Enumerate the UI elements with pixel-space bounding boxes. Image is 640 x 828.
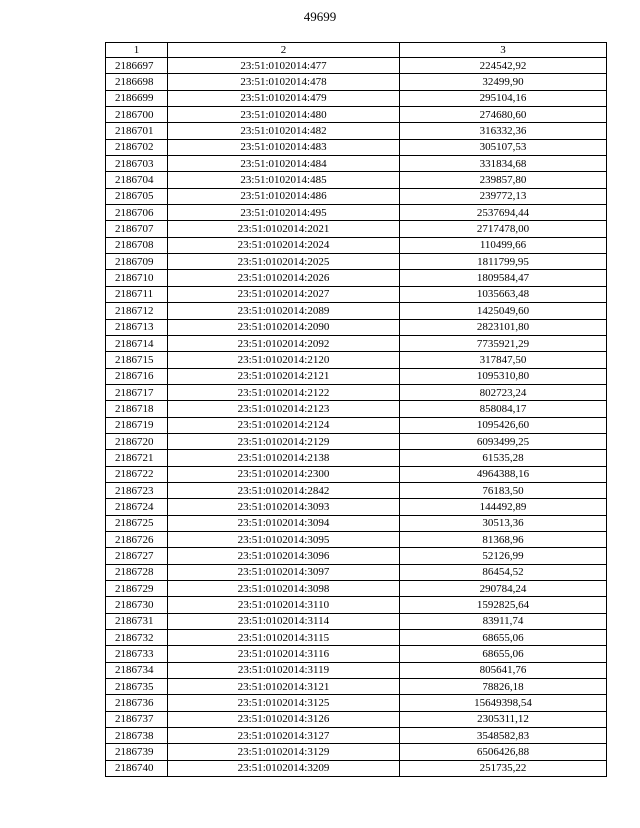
value-cell: 2823101,80 — [400, 319, 607, 335]
table-row — [106, 581, 607, 597]
row-number-cell: 2186711 — [106, 286, 168, 302]
value-cell: 1592825,64 — [400, 597, 607, 613]
value-cell: 83911,74 — [400, 613, 607, 629]
value-cell: 2717478,00 — [400, 221, 607, 237]
cadastral-number-cell: 23:51:0102014:2024 — [168, 237, 400, 253]
row-number-cell: 2186737 — [106, 711, 168, 727]
row-number-cell: 2186719 — [106, 417, 168, 433]
value-cell: 68655,06 — [400, 630, 607, 646]
cadastral-number-cell: 23:51:0102014:495 — [168, 205, 400, 221]
row-number-cell: 2186707 — [106, 221, 168, 237]
cadastral-number-cell: 23:51:0102014:486 — [168, 188, 400, 204]
value-cell: 61535,28 — [400, 450, 607, 466]
header-cell-2: 2 — [168, 43, 400, 58]
value-cell: 52126,99 — [400, 548, 607, 564]
value-cell: 1811799,95 — [400, 254, 607, 270]
cadastral-number-cell: 23:51:0102014:480 — [168, 107, 400, 123]
cadastral-number-cell: 23:51:0102014:3209 — [168, 760, 400, 776]
row-number-cell: 2186701 — [106, 123, 168, 139]
row-number-cell: 2186727 — [106, 548, 168, 564]
table-row — [106, 156, 607, 172]
table-row — [106, 90, 607, 106]
cadastral-number-cell: 23:51:0102014:3126 — [168, 711, 400, 727]
table-row — [106, 172, 607, 188]
table-row — [106, 531, 607, 547]
value-cell: 144492,89 — [400, 499, 607, 515]
table-row — [106, 499, 607, 515]
cadastral-number-cell: 23:51:0102014:2123 — [168, 401, 400, 417]
table-row — [106, 188, 607, 204]
row-number-cell: 2186734 — [106, 662, 168, 678]
table-row — [106, 466, 607, 482]
cadastral-number-cell: 23:51:0102014:478 — [168, 74, 400, 90]
row-number-cell: 2186705 — [106, 188, 168, 204]
value-cell: 1035663,48 — [400, 286, 607, 302]
table-row — [106, 417, 607, 433]
value-cell: 1095310,80 — [400, 368, 607, 384]
row-number-cell: 2186726 — [106, 531, 168, 547]
value-cell: 805641,76 — [400, 662, 607, 678]
row-number-cell: 2186736 — [106, 695, 168, 711]
table-row — [106, 205, 607, 221]
cadastral-number-cell: 23:51:0102014:3094 — [168, 515, 400, 531]
value-cell: 15649398,54 — [400, 695, 607, 711]
table-body — [106, 58, 607, 777]
row-number-cell: 2186731 — [106, 613, 168, 629]
table-row — [106, 564, 607, 580]
cadastral-number-cell: 23:51:0102014:482 — [168, 123, 400, 139]
value-cell: 290784,24 — [400, 581, 607, 597]
row-number-cell: 2186708 — [106, 237, 168, 253]
row-number-cell: 2186732 — [106, 630, 168, 646]
table-row — [106, 433, 607, 449]
table-row — [106, 254, 607, 270]
cadastral-number-cell: 23:51:0102014:2025 — [168, 254, 400, 270]
row-number-cell: 2186698 — [106, 74, 168, 90]
cadastral-number-cell: 23:51:0102014:2129 — [168, 433, 400, 449]
cadastral-number-cell: 23:51:0102014:485 — [168, 172, 400, 188]
row-number-cell: 2186714 — [106, 335, 168, 351]
cadastral-number-cell: 23:51:0102014:3129 — [168, 744, 400, 760]
value-cell: 858084,17 — [400, 401, 607, 417]
row-number-cell: 2186706 — [106, 205, 168, 221]
row-number-cell: 2186720 — [106, 433, 168, 449]
cadastral-number-cell: 23:51:0102014:3119 — [168, 662, 400, 678]
value-cell: 1809584,47 — [400, 270, 607, 286]
table-row — [106, 450, 607, 466]
row-number-cell: 2186724 — [106, 499, 168, 515]
value-cell: 6506426,88 — [400, 744, 607, 760]
value-cell: 6093499,25 — [400, 433, 607, 449]
table-row — [106, 58, 607, 74]
table-row — [106, 760, 607, 776]
table-row — [106, 401, 607, 417]
row-number-cell: 2186703 — [106, 156, 168, 172]
cadastral-number-cell: 23:51:0102014:479 — [168, 90, 400, 106]
cadastral-number-cell: 23:51:0102014:2090 — [168, 319, 400, 335]
cadastral-number-cell: 23:51:0102014:2021 — [168, 221, 400, 237]
cadastral-number-cell: 23:51:0102014:3096 — [168, 548, 400, 564]
value-cell: 110499,66 — [400, 237, 607, 253]
value-cell: 3548582,83 — [400, 728, 607, 744]
cadastral-number-cell: 23:51:0102014:2124 — [168, 417, 400, 433]
table-row — [106, 237, 607, 253]
row-number-cell: 2186709 — [106, 254, 168, 270]
table-row — [106, 597, 607, 613]
cadastral-number-cell: 23:51:0102014:3114 — [168, 613, 400, 629]
table-row — [106, 548, 607, 564]
row-number-cell: 2186717 — [106, 384, 168, 400]
cadastral-number-cell: 23:51:0102014:477 — [168, 58, 400, 74]
value-cell: 802723,24 — [400, 384, 607, 400]
table-row — [106, 123, 607, 139]
table-row — [106, 368, 607, 384]
table-row — [106, 695, 607, 711]
table-row — [106, 319, 607, 335]
header-cell-3: 3 — [400, 43, 607, 58]
value-cell: 316332,36 — [400, 123, 607, 139]
table-row — [106, 662, 607, 678]
row-number-cell: 2186713 — [106, 319, 168, 335]
value-cell: 86454,52 — [400, 564, 607, 580]
row-number-cell: 2186730 — [106, 597, 168, 613]
table-row — [106, 679, 607, 695]
cadastral-number-cell: 23:51:0102014:2842 — [168, 482, 400, 498]
value-cell: 239857,80 — [400, 172, 607, 188]
header-cell-1: 1 — [106, 43, 168, 58]
header-row — [106, 43, 607, 58]
table-row — [106, 221, 607, 237]
row-number-cell: 2186715 — [106, 352, 168, 368]
page-number: 49699 — [303, 9, 337, 24]
table-row — [106, 74, 607, 90]
value-cell: 317847,50 — [400, 352, 607, 368]
table-row — [106, 303, 607, 319]
value-cell: 4964388,16 — [400, 466, 607, 482]
row-number-cell: 2186718 — [106, 401, 168, 417]
value-cell: 2305311,12 — [400, 711, 607, 727]
value-cell: 305107,53 — [400, 139, 607, 155]
table-row — [106, 270, 607, 286]
registry-table — [105, 42, 607, 777]
table-row — [106, 352, 607, 368]
table-row — [106, 711, 607, 727]
row-number-cell: 2186712 — [106, 303, 168, 319]
value-cell: 32499,90 — [400, 74, 607, 90]
cadastral-number-cell: 23:51:0102014:484 — [168, 156, 400, 172]
cadastral-number-cell: 23:51:0102014:2026 — [168, 270, 400, 286]
cadastral-number-cell: 23:51:0102014:2138 — [168, 450, 400, 466]
row-number-cell: 2186740 — [106, 760, 168, 776]
value-cell: 331834,68 — [400, 156, 607, 172]
row-number-cell: 2186735 — [106, 679, 168, 695]
row-number-cell: 2186716 — [106, 368, 168, 384]
row-number-cell: 2186700 — [106, 107, 168, 123]
cadastral-number-cell: 23:51:0102014:2120 — [168, 352, 400, 368]
cadastral-number-cell: 23:51:0102014:3125 — [168, 695, 400, 711]
table-row — [106, 107, 607, 123]
row-number-cell: 2186728 — [106, 564, 168, 580]
cadastral-number-cell: 23:51:0102014:3116 — [168, 646, 400, 662]
row-number-cell: 2186729 — [106, 581, 168, 597]
value-cell: 81368,96 — [400, 531, 607, 547]
cadastral-number-cell: 23:51:0102014:3121 — [168, 679, 400, 695]
row-number-cell: 2186710 — [106, 270, 168, 286]
table-row — [106, 646, 607, 662]
value-cell: 68655,06 — [400, 646, 607, 662]
table-row — [106, 515, 607, 531]
row-number-cell: 2186722 — [106, 466, 168, 482]
cadastral-number-cell: 23:51:0102014:2027 — [168, 286, 400, 302]
table-row — [106, 613, 607, 629]
table-row — [106, 728, 607, 744]
row-number-cell: 2186699 — [106, 90, 168, 106]
row-number-cell: 2186704 — [106, 172, 168, 188]
cadastral-number-cell: 23:51:0102014:3110 — [168, 597, 400, 613]
cadastral-number-cell: 23:51:0102014:2089 — [168, 303, 400, 319]
table-row — [106, 384, 607, 400]
table-header — [106, 43, 607, 58]
cadastral-number-cell: 23:51:0102014:3127 — [168, 728, 400, 744]
value-cell: 1425049,60 — [400, 303, 607, 319]
value-cell: 251735,22 — [400, 760, 607, 776]
value-cell: 30513,36 — [400, 515, 607, 531]
cadastral-number-cell: 23:51:0102014:2121 — [168, 368, 400, 384]
row-number-cell: 2186738 — [106, 728, 168, 744]
table-row — [106, 482, 607, 498]
table-row — [106, 335, 607, 351]
value-cell: 78826,18 — [400, 679, 607, 695]
cadastral-number-cell: 23:51:0102014:3098 — [168, 581, 400, 597]
row-number-cell: 2186702 — [106, 139, 168, 155]
value-cell: 7735921,29 — [400, 335, 607, 351]
cadastral-number-cell: 23:51:0102014:2122 — [168, 384, 400, 400]
cadastral-number-cell: 23:51:0102014:3115 — [168, 630, 400, 646]
value-cell: 1095426,60 — [400, 417, 607, 433]
row-number-cell: 2186739 — [106, 744, 168, 760]
value-cell: 274680,60 — [400, 107, 607, 123]
value-cell: 224542,92 — [400, 58, 607, 74]
cadastral-number-cell: 23:51:0102014:2300 — [168, 466, 400, 482]
cadastral-number-cell: 23:51:0102014:3095 — [168, 531, 400, 547]
cadastral-number-cell: 23:51:0102014:483 — [168, 139, 400, 155]
row-number-cell: 2186723 — [106, 482, 168, 498]
table-row — [106, 744, 607, 760]
value-cell: 295104,16 — [400, 90, 607, 106]
row-number-cell: 2186725 — [106, 515, 168, 531]
table-row — [106, 630, 607, 646]
value-cell: 76183,50 — [400, 482, 607, 498]
row-number-cell: 2186733 — [106, 646, 168, 662]
table-row — [106, 139, 607, 155]
cadastral-number-cell: 23:51:0102014:2092 — [168, 335, 400, 351]
cadastral-number-cell: 23:51:0102014:3097 — [168, 564, 400, 580]
cadastral-number-cell: 23:51:0102014:3093 — [168, 499, 400, 515]
table-row — [106, 286, 607, 302]
row-number-cell: 2186697 — [106, 58, 168, 74]
row-number-cell: 2186721 — [106, 450, 168, 466]
value-cell: 2537694,44 — [400, 205, 607, 221]
value-cell: 239772,13 — [400, 188, 607, 204]
